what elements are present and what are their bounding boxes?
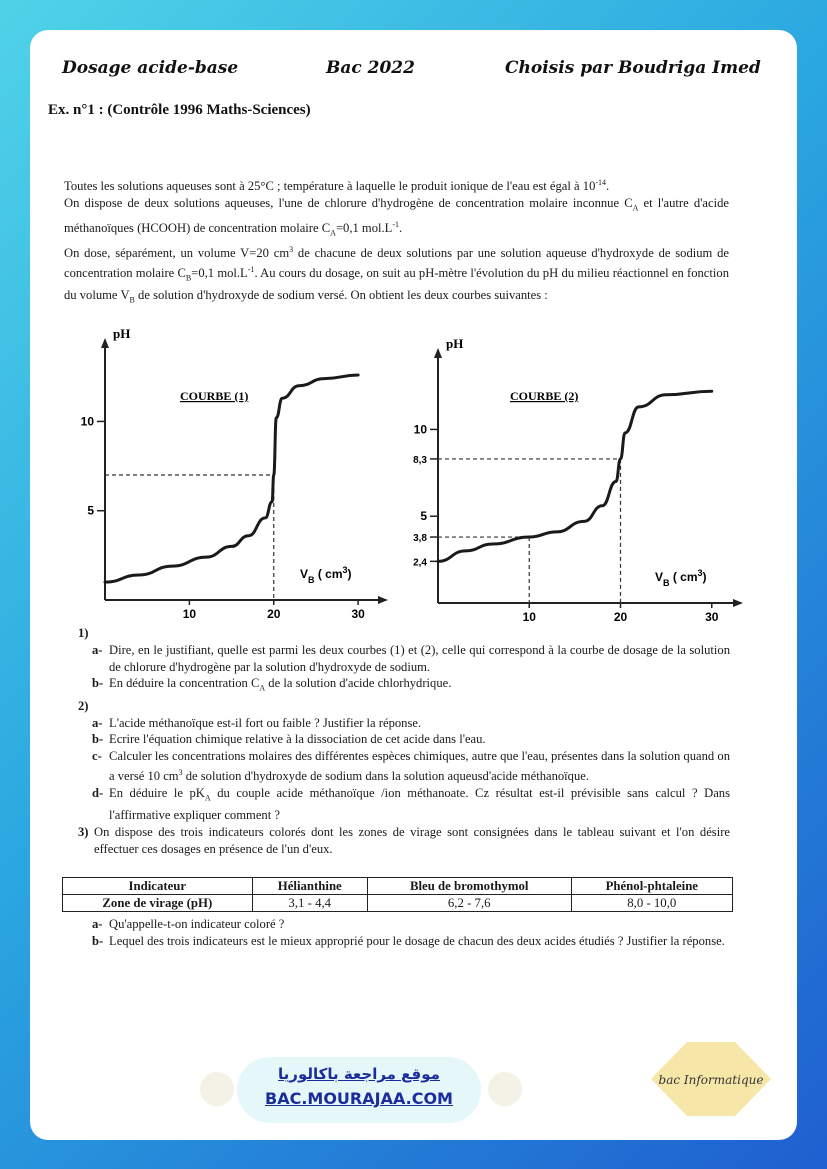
x-tick-label: 30: [351, 607, 365, 621]
y-tick-label: 10: [80, 414, 94, 429]
header-author: Choisis par Boudriga Imed: [505, 58, 761, 78]
question-2-number: 2): [78, 698, 89, 713]
y-tick-label: 3,8: [413, 533, 427, 545]
question-2d: d- En déduire le $pK_A$ du couple acide méthanoïque /ion méthanoate. Cz résultat est-il prévisible sans calcul ? Dans l'affirmative expliquer comment ?: [92, 785, 730, 823]
table-header: Bleu de bromothymol: [367, 878, 571, 895]
header-year: Bac 2022: [326, 58, 415, 78]
titration-curve: [438, 391, 712, 561]
y-tick-label: 5: [420, 509, 427, 524]
table-row: [63, 895, 733, 912]
y-axis-arrow: [101, 338, 109, 348]
y-tick-label: 5: [87, 503, 94, 518]
x-axis-arrow: [378, 596, 388, 604]
x-tick-label: 20: [613, 610, 628, 624]
x-axis-arrow: [733, 599, 743, 607]
x-axis-label: $V_B$ ( $cm^3$): [655, 568, 707, 588]
y-axis-label: pH: [113, 326, 131, 341]
table-header-row: [63, 878, 733, 895]
header-topic: Dosage acide-base: [62, 58, 239, 78]
table-cell: Zone de virage (pH): [63, 895, 253, 912]
table-header: Indicateur: [63, 878, 253, 895]
titration-curve: [105, 375, 358, 582]
table-cell: 8,0 - 10,0: [571, 895, 732, 912]
question-3b: b- Lequel des trois indicateurs est le mieux approprié pour le dosage de chacun des deux acides étudiés ? Justifier la réponse.: [92, 933, 725, 948]
x-tick-label: 10: [522, 610, 536, 624]
x-tick-label: 10: [182, 607, 197, 621]
question-2a: a- L'acide méthanoïque est-il fort ou faible ? Justifier la réponse.: [92, 715, 422, 730]
titration-curves-figure: [60, 305, 760, 625]
table-header: Phénol-phtaleine: [571, 878, 732, 895]
question-3: 3) On dispose des trois indicateurs colorés dont les zones de virage sont consignées dans le tableau suivant et l'on désire effectuer ces dosages en présence de l'un d'eux.: [78, 824, 730, 856]
footer-site-banner[interactable]: [237, 1057, 481, 1123]
question-3a: a- Qu'appelle-t-on indicateur coloré ?: [92, 917, 285, 931]
bac-informatique-badge: [647, 1038, 775, 1120]
question-1b: b- En déduire la concentration $C_A$ de la solution d'acide chlorhydrique.: [92, 676, 452, 693]
indicator-table: [62, 877, 733, 912]
y-tick-label: 2,4: [413, 557, 427, 569]
badge-label: bac Informatique: [658, 1073, 764, 1087]
question-1-number: 1): [78, 626, 89, 640]
table-cell: 6,2 - 7,6: [367, 895, 571, 912]
footer-arabic-title[interactable]: موقع مراجعة باكالوريا: [278, 1065, 440, 1083]
question-1a: a- Dire, en le justifiant, quelle est parmi les deux courbes (1) et (2), celle qui correspond à la courbe de dosage de la solution de chlorure d'hydrogène par la solution d'hydroxyde de sodium.: [92, 642, 730, 674]
question-2c: c- Calculer les concentrations molaires des différentes espèces chimiques, autre que l'eau, présentes dans la solution quand on a versé 10 $cm^3$ de solution d'hydroxyde de sodium dans la solution aqueusd'acide méthanoïque.: [92, 749, 730, 784]
y-axis-label: pH: [446, 336, 464, 351]
book-logo-icon: [488, 1072, 522, 1106]
chart-title: COURBE (2): [510, 389, 579, 403]
intro-text: Toutes les solutions aqueuses sont à 25°C ; température à laquelle le produit ionique de l'eau est égal à $10^{-14}$. On dispose de deux solutions aqueuses, l'une de chlorure d'hydrogène de concentration molaire inconnue $C_A$ et l'autre d'acide méthanoïques (HCOOH) de concentration molaire $C_A=0,1$ $mol.L^{-1}$. On dose, séparément, un volume V=20 $cm^3$ de chacune de deux solutions par une solution aqueuse d'hydroxyde de sodium de concentration molaire $C_B=0,1$ $mol.L^{-1}$. Au cours du dosage, on suit au pH-mètre l'évolution du pH du milieu réactionnel en fonction du volume $V_B$ de solution d'hydroxyde de sodium versé. On obtient les deux courbes suivantes :: [64, 178, 729, 305]
chart-title: COURBE (1): [180, 389, 249, 403]
questions: [78, 625, 730, 858]
question-2b: b- Ecrire l'équation chimique relative à la dissociation de cet acide dans l'eau.: [92, 732, 486, 747]
document-page: [30, 30, 797, 1140]
y-tick-label: 8,3: [413, 454, 427, 466]
y-axis-arrow: [434, 348, 442, 358]
x-tick-label: 20: [267, 607, 281, 621]
x-axis-label: $V_B$ ( $cm^3$): [300, 565, 352, 585]
questions-3-parts: [92, 916, 732, 950]
footer-url-link[interactable]: BAC.MOURAJAA.COM: [265, 1089, 453, 1108]
table-header: Hélianthine: [252, 878, 367, 895]
table-cell: 3,1 - 4,4: [252, 895, 367, 912]
x-tick-label: 30: [705, 610, 719, 624]
book-logo-icon: [200, 1072, 234, 1106]
y-tick-label: 10: [413, 422, 427, 437]
exercise-title: Ex. n°1 : (Contrôle 1996 Maths-Sciences): [48, 102, 311, 118]
